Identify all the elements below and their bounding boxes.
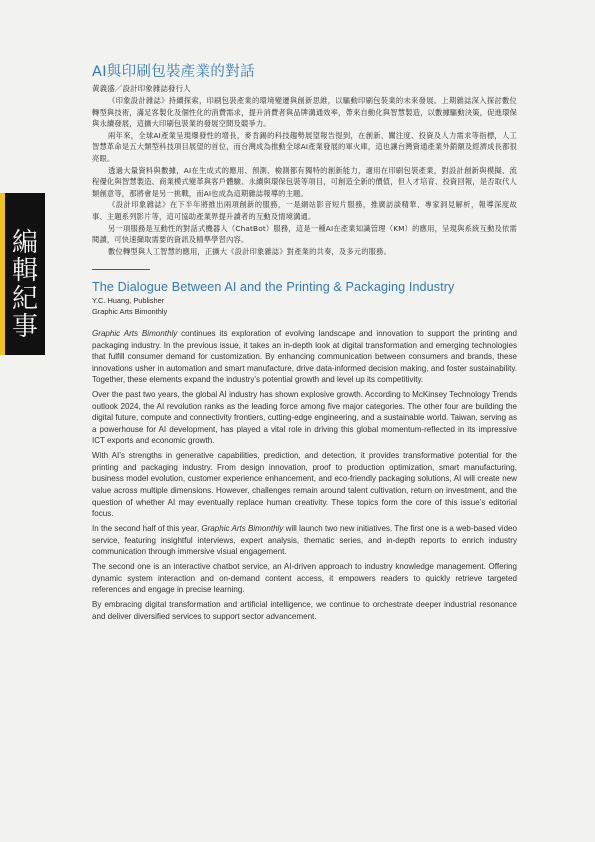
section-tab: [0, 193, 45, 355]
en-author-org: Graphic Arts Bimonthly: [92, 306, 168, 316]
en-paragraph: [92, 328, 517, 386]
magazine-name: Graphic Arts Bimonthly: [92, 329, 178, 339]
section-divider: [92, 269, 150, 270]
en-paragraph: By embracing digital transformation and artificial intelligence, we continue to orchestrate deeper industrial resonance and deliver diversified services to support sector advancement.: [92, 600, 517, 621]
section-tab-accent: [0, 193, 5, 355]
en-paragraph-text: In the second half of this year,: [92, 524, 202, 534]
zh-author: 黃義盛／設計印象雜誌發行人: [92, 84, 191, 93]
article-content: [92, 60, 517, 626]
section-tab-label: 編 輯 紀 事: [11, 228, 38, 342]
zh-paragraph: 另一項服務是互動性的對話式機器人（ChatBot）服務，這是一種AI在產業知識管理（KM）的應用，呈現與系統互動及依需閱讀，可快速擷取需要的資訊及精準學習內容。: [92, 223, 517, 245]
en-paragraph: The second one is an interactive chatbot service, an AI-driven approach to industry knowledge management. Offering dynamic system interaction and on-demand content access, it empowers readers to quickly retrieve targeted references and engage in precise learning.: [92, 562, 517, 595]
en-paragraph: [92, 523, 517, 558]
en-paragraph: Over the past two years, the global AI industry has shown explosive growth. According to McKinsey Technology Trends outlook 2024, the AI revolution ranks as the leading force among five major categories. The other four are building the digital future, compute and connectivity frontiers, cutting-edge engineering, and a sustainable world. Taiwan, serving as a powerhouse for AI development, has played a vital role in driving this global momentum-reflected in its impressive ICT exports and economic growth.: [92, 390, 517, 446]
en-title: The Dialogue Between AI and the Printing & Packaging Industry: [92, 280, 455, 295]
en-paragraph-text: continues its exploration of evolving landscape and innovation to support the printing and packaging industry. In the previous issue, it takes an in-depth look at digital transformation and emerging technologies that fulfill consumer demand for customization. By enhancing communication between consumers and brands, these innovations usher in automation and smart manufacture, drive data-informed decision making, and foster sustainability. Together, these elements expand the industry’s potential growth and level up its competitivity.: [92, 329, 517, 385]
en-author: [92, 296, 517, 317]
magazine-name: Graphic Arts Bimonthly: [201, 524, 284, 534]
zh-title: AI與印刷包裝產業的對話: [92, 64, 255, 80]
zh-paragraph: 透過大量資料與數據，AI在生成式的應用、預測、檢測都有獨特的創新能力，適用在印刷包裝產業，對設計創新與模擬、流程優化與智慧製造、商業模式變革與客戶體驗、永續與環保包裝等項目，可創造全新的價值，但人才培育、投資回報，是否取代人類創意等，那將會是另一挑戰，而AI也成為這期雜誌報導的主題。: [92, 165, 517, 198]
en-paragraph-text: will launch two new initiatives. The first one is a web-based video service, featuring insightful interviews, expert analysis, thematic series, and in-depth reports to enrich industry communication through immersive visual engagement.: [92, 524, 517, 557]
zh-paragraph: 兩年來，全球AI產業呈現爆發性的增長，麥肯錫的科技趨勢展望報告提到，在創新、關注度、投資及人力需求等指標，人工智慧革命是五大類型科技項目展望的首位，而台灣成為推動全球AI產業發展的軍火庫，這也讓台灣資通產業外銷額及經濟成長都很亮眼。: [92, 130, 517, 163]
zh-paragraph: 《設計印象雜誌》在下半年將推出兩項創新的服務，一是網站影音短片服務，推廣訪談精華、專家洞見解析，報導深度故事、主題系列影片等，這可協助產業界提升讀者的互動及情境溝通。: [92, 200, 517, 221]
zh-paragraph: 數位轉型與人工智慧的應用，正擴大《設計印象雜誌》對產業的共奏，及多元的服務。: [108, 246, 392, 256]
en-author-name: Y.C. Huang, Publisher: [92, 296, 165, 306]
en-paragraph: With AI’s strengths in generative capabilities, prediction, and detection, it provides transformative potential for the printing and packaging industry. From design innovation, proof to production optimization, smart manufacturing, business model evolution, customer experience enhancement, and eco-friendly packaging solutions, AI will create new value across multiple dimensions. However, challenges remain around talent cultivation, return on investment, and the question of whether AI may eventually replace human creativity. These topics form the core of this issue’s editorial focus.: [92, 451, 517, 519]
zh-paragraph: 《印象設計雜誌》持續探索，印刷包裝產業的環境變遷與創新思維，以驅動印刷包裝業的未來發展。上期雜誌深入探討數位轉型與技術，滿足客製化及個性化的消費需求，提升消費者與品牌溝通效率，帶來自動化與智慧製造，以數據驅動決策，促進環保與永續發展，這擴大印刷包裝業的發展空間及競爭力。: [92, 96, 517, 129]
